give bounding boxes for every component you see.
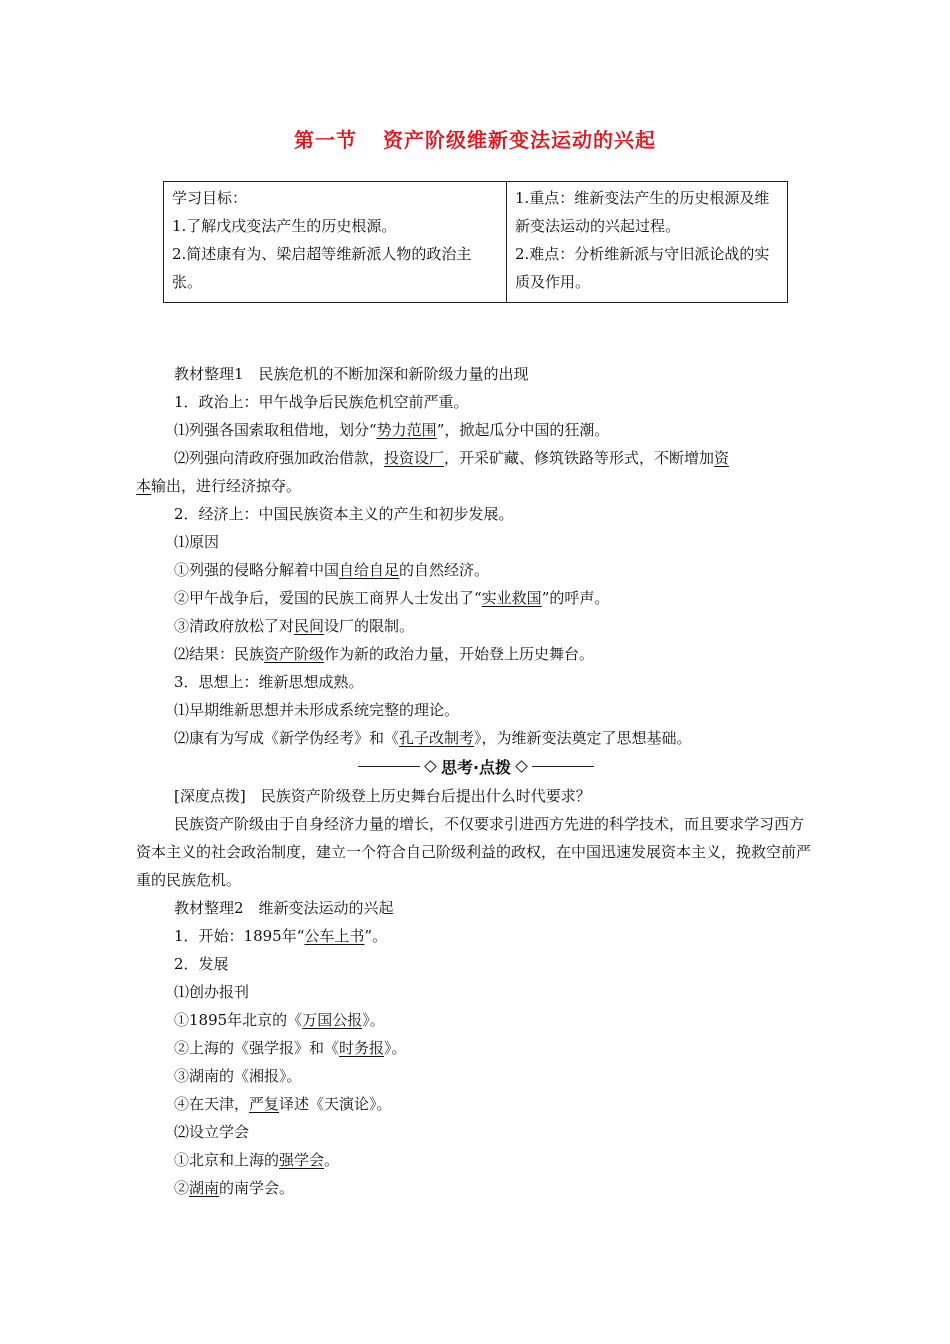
goals-right-cell bbox=[507, 182, 788, 303]
newspaper-1: ①1895年北京的《万国公报》。 bbox=[174, 1011, 385, 1029]
blank-answer: 万国公报 bbox=[302, 1011, 363, 1029]
blank-answer: 本 bbox=[136, 477, 152, 495]
result-item: ⑵结果：民族资产阶级作为新的政治力量，开始登上历史舞台。 bbox=[174, 645, 595, 663]
blank-answer: 湖南 bbox=[189, 1179, 220, 1197]
blank-answer: 势力范围 bbox=[376, 421, 437, 439]
goal-1: 1.了解戊戌变法产生的历史根源。 bbox=[172, 217, 397, 235]
goals-heading: 学习目标： bbox=[172, 189, 248, 207]
section1-heading: 教材整理1 民族危机的不断加深和新阶级力量的出现 bbox=[174, 365, 529, 383]
think-divider bbox=[136, 752, 816, 780]
newspaper-heading: ⑴创办报刊 bbox=[174, 983, 250, 1001]
deep-answer: 民族资产阶级由于自身经济力量的增长，不仅要求引进西方先进的科学技术，而且要求学习西方资本主义的社会政治制度，建立一个符合自己阶级利益的政权，在中国迅速发展资本主义，挽救空前严重的民族危机。 bbox=[136, 815, 812, 889]
economy-item: 2．经济上：中国民族资本主义的产生和初步发展。 bbox=[174, 505, 514, 523]
key-point: 1.重点：维新变法产生的历史根源及维新变法运动的兴起过程。 bbox=[515, 189, 770, 235]
society-2: ②湖南的南学会。 bbox=[174, 1179, 295, 1197]
blank-answer: 强学会 bbox=[279, 1151, 325, 1169]
thought-point-2: ⑵康有为写成《新学伪经考》和《孔子改制考》，为维新变法奠定了思想基础。 bbox=[174, 729, 692, 747]
blank-answer: 公车上书 bbox=[304, 927, 365, 945]
politics-point-2: ⑵列强向清政府强加政治借款，投资设厂，开采矿藏、修筑铁路等形式，不断增加资 本输出，进行经济掠夺。 bbox=[136, 449, 730, 495]
cause-3: ③清政府放松了对民间设厂的限制。 bbox=[174, 617, 415, 635]
thought-point-1: ⑴早期维新思想并未形成系统完整的理论。 bbox=[174, 701, 460, 719]
blank-answer: 实业救国 bbox=[481, 589, 542, 607]
society-heading: ⑵设立学会 bbox=[174, 1123, 250, 1141]
newspaper-2: ②上海的《强学报》和《时务报》。 bbox=[174, 1039, 407, 1057]
newspaper-4: ④在天津，严复译述《天演论》。 bbox=[174, 1095, 392, 1113]
section2-heading: 教材整理2 维新变法运动的兴起 bbox=[174, 899, 394, 917]
blank-answer: 民间 bbox=[294, 617, 325, 635]
newspaper-3: ③湖南的《湘报》。 bbox=[174, 1067, 302, 1085]
section-number: 第一节 bbox=[294, 128, 357, 152]
blank-answer: 严复 bbox=[249, 1095, 280, 1113]
cause-heading: ⑴原因 bbox=[174, 533, 220, 551]
diamond-icon bbox=[424, 760, 437, 773]
politics-item: 1．政治上：甲午战争后民族危机空前严重。 bbox=[174, 393, 469, 411]
blank-answer: 投资设厂 bbox=[384, 449, 445, 467]
blank-answer: 孔子改制考 bbox=[399, 729, 475, 747]
thought-item: 3．思想上：维新思想成熟。 bbox=[174, 673, 364, 691]
goal-2: 2.简述康有为、梁启超等维新派人物的政治主张。 bbox=[172, 245, 472, 291]
divider-line bbox=[532, 766, 594, 767]
divider-line bbox=[358, 766, 420, 767]
cause-1: ①列强的侵略分解着中国自给自足的自然经济。 bbox=[174, 561, 490, 579]
difficult-point: 2.难点：分析维新派与守旧派论战的实质及作用。 bbox=[515, 245, 770, 291]
blank-answer: 时务报 bbox=[339, 1039, 385, 1057]
blank-answer: 资 bbox=[714, 449, 730, 467]
blank-answer: 自给自足 bbox=[339, 561, 400, 579]
diamond-icon bbox=[515, 760, 528, 773]
main-content bbox=[136, 360, 816, 1202]
blank-answer: 资产阶级 bbox=[264, 645, 325, 663]
page-title bbox=[0, 124, 950, 153]
learning-goals-table bbox=[163, 181, 788, 303]
cause-2: ②甲午战争后，爱国的民族工商界人士发出了“实业救国”的呼声。 bbox=[174, 589, 610, 607]
politics-point-1: ⑴列强各国索取租借地，划分“势力范围”，掀起瓜分中国的狂潮。 bbox=[174, 421, 610, 439]
develop-item: 2．发展 bbox=[174, 955, 229, 973]
society-1: ①北京和上海的强学会。 bbox=[174, 1151, 340, 1169]
divider-label: 思考·点拨 bbox=[440, 757, 512, 777]
start-item: 1．开始：1895年“公车上书”。 bbox=[174, 927, 388, 945]
section-title: 资产阶级维新变法运动的兴起 bbox=[383, 128, 656, 152]
deep-question: [深度点拨] 民族资产阶级登上历史舞台后提出什么时代要求？ bbox=[174, 787, 591, 805]
goals-left-cell bbox=[164, 182, 507, 303]
